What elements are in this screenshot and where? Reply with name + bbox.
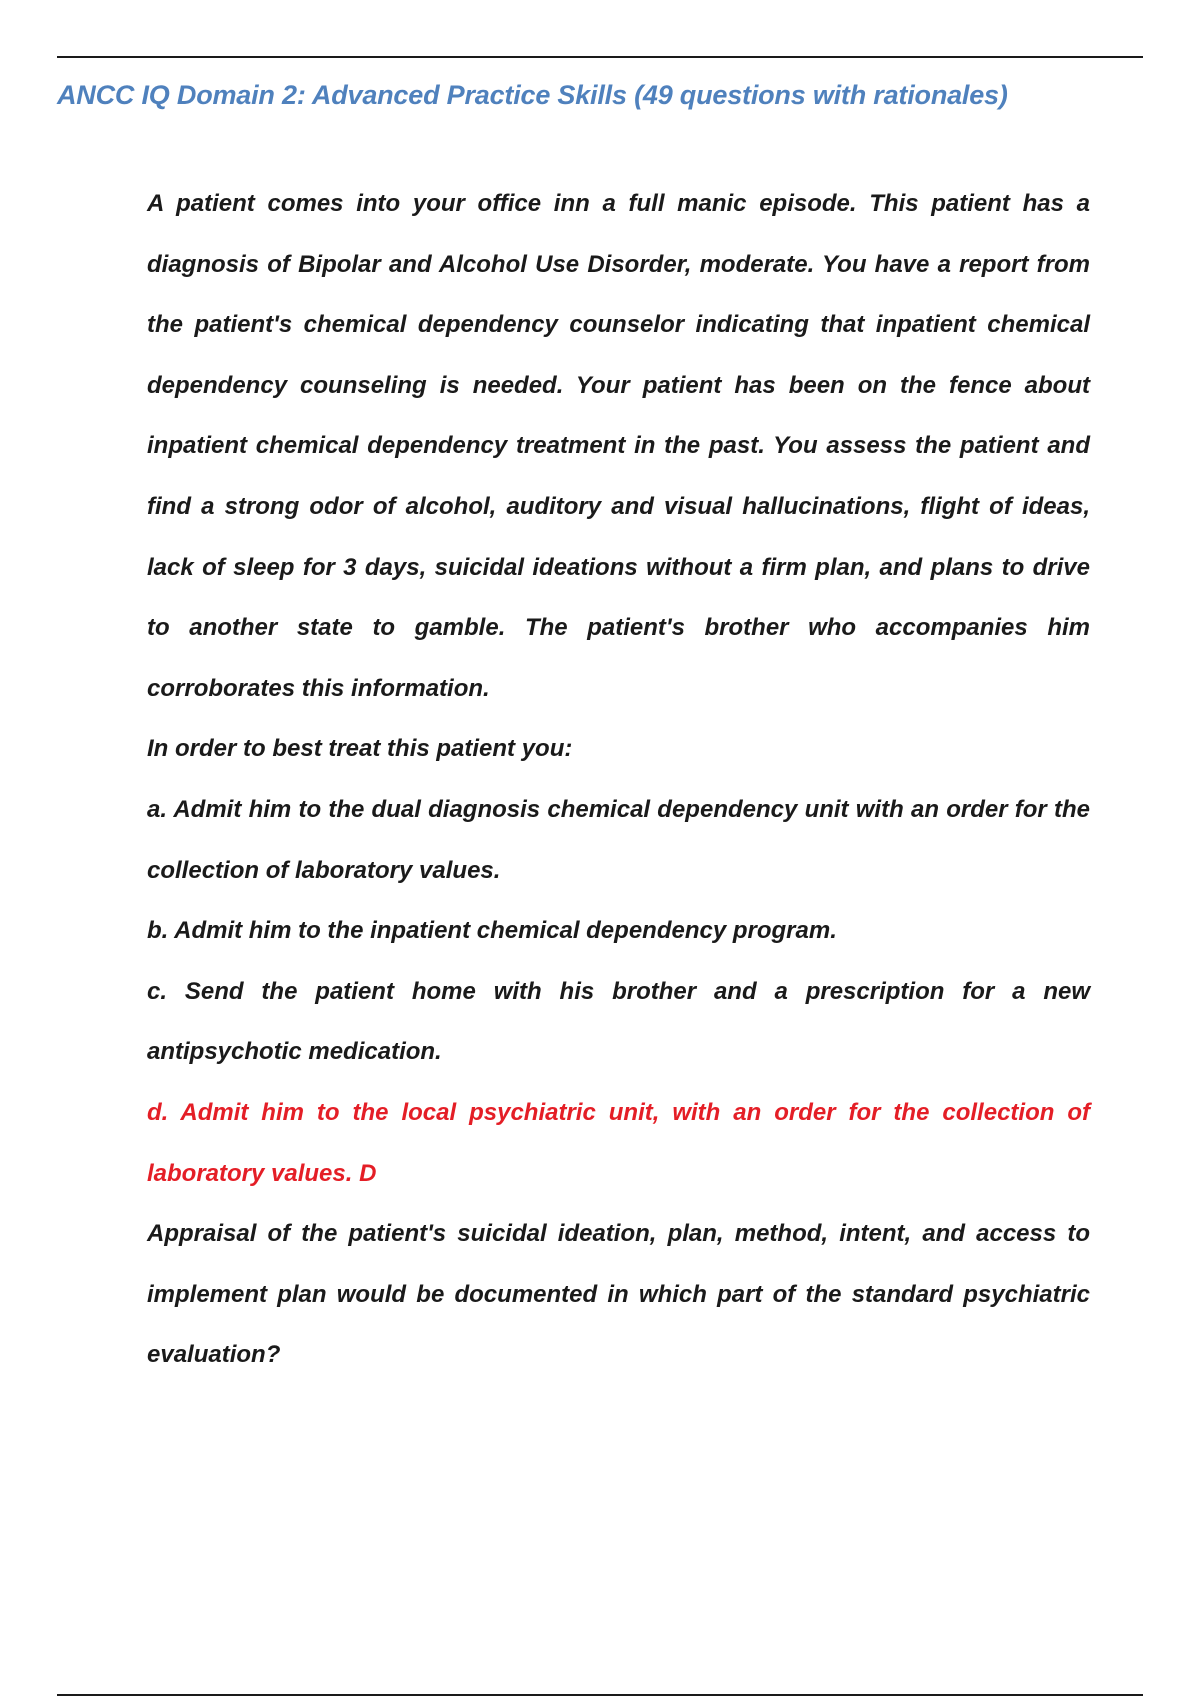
question-2-stem: Appraisal of the patient's suicidal ideation, plan, method, intent, and access to implement plan would be documented in which part of the standard psychiatric evaluation? [147, 1220, 1090, 1369]
question-1-stem: A patient comes into your office inn a full manic episode. This patient has a diagnosis of Bipolar and Alcohol Use Disorder, moderate. You have a report from the patient's chemical dependency counselor indicating that inpatient chemical dependency counseling is needed. Your patient has been on the fence about inpatient chemical dependency treatment in the past. You assess the patient and find a strong odor of alcohol, auditory and visual hallucinations, flight of ideas, lack of sleep for 3 days, suicidal ideations without a firm plan, and plans to drive to another state to gamble. The patient's brother who accompanies him corroborates this information. [147, 190, 1090, 702]
document-body [147, 174, 1090, 1386]
option-b: b. Admit him to the inpatient chemical dependency program. [147, 917, 837, 945]
question-1-prompt: In order to best treat this patient you: [147, 735, 573, 763]
document-heading: ANCC IQ Domain 2: Advanced Practice Skills (49 questions with rationales) [57, 80, 1008, 110]
option-c: c. Send the patient home with his brother and a prescription for a new antipsychotic medication. [147, 977, 1090, 1066]
top-rule [57, 56, 1143, 58]
bottom-rule [57, 1694, 1143, 1696]
option-d-correct-answer: d. Admit him to the local psychiatric unit, with an order for the collection of laboratory values. D [147, 1098, 1090, 1187]
option-a: a. Admit him to the dual diagnosis chemical dependency unit with an order for the collection of laboratory values. [147, 795, 1090, 884]
